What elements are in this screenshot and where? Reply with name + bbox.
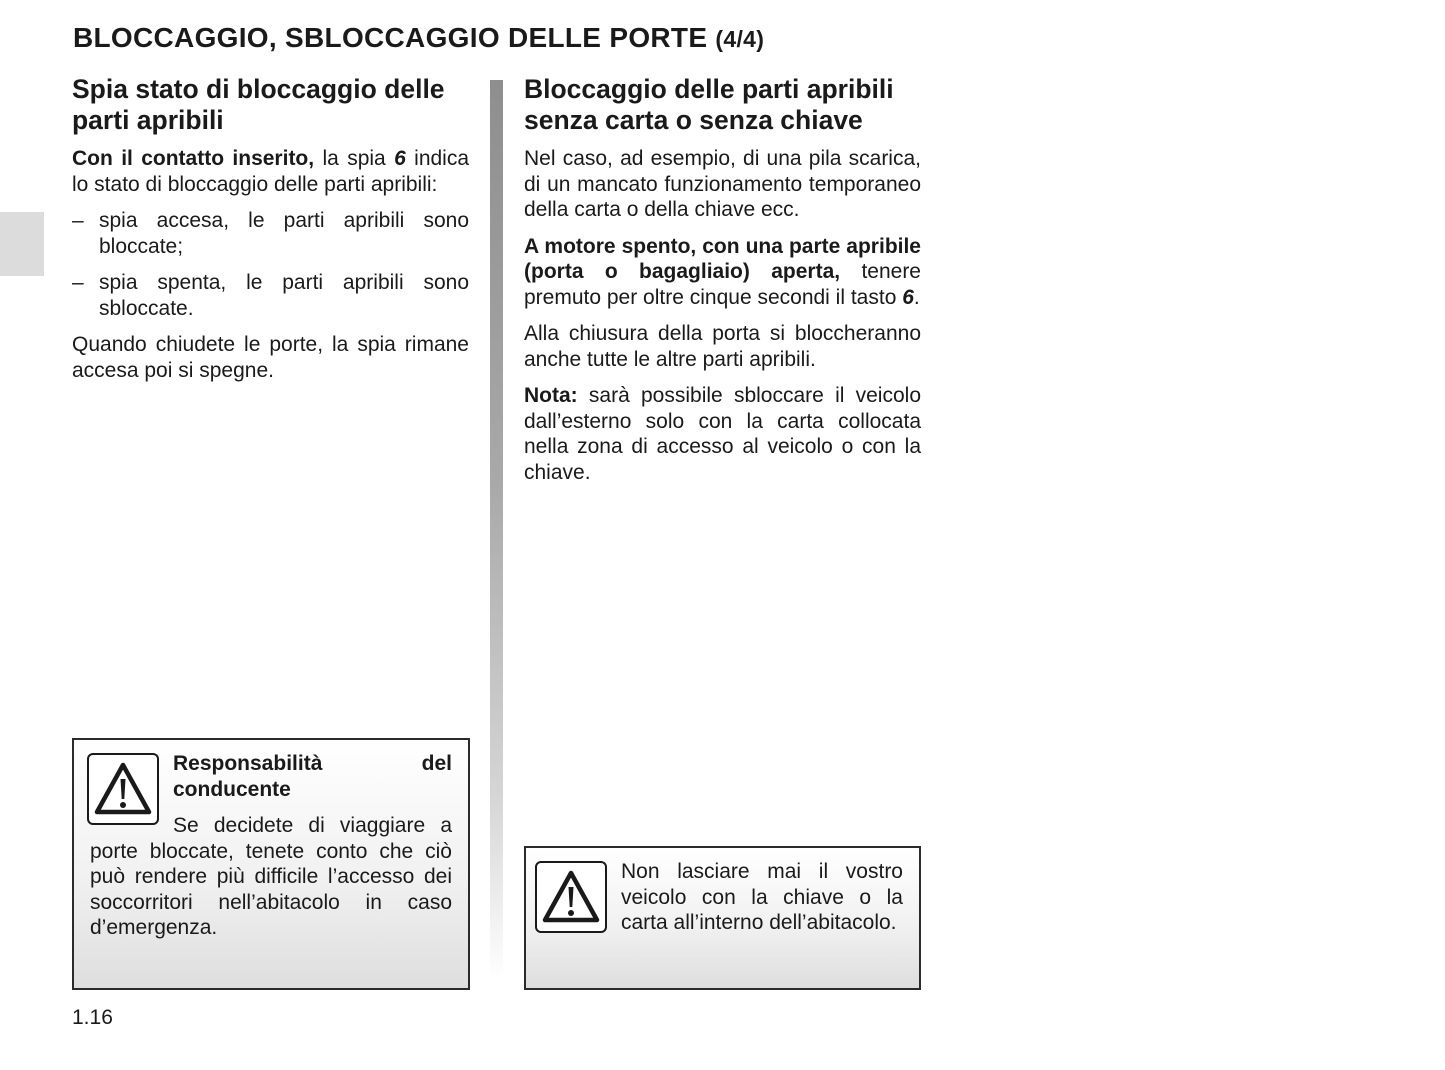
list-item (72, 208, 469, 259)
page-title (73, 22, 973, 54)
list-item-dash: – (72, 209, 84, 232)
left-intro-text-1: la spia (314, 147, 395, 170)
section-tab-marker (0, 212, 44, 276)
column-divider (490, 80, 503, 980)
warning-triangle-icon (87, 753, 159, 825)
left-heading: Spia stato di bloccaggio delle parti apribili (72, 74, 445, 135)
key-card-warning-box (524, 846, 921, 990)
warning-text: Se decidete di viaggiare a porte bloccate, tenete conto che ciò può rendere più difficile l’accesso dei soccorritori nell’abitacolo in caso d’emergenza. (90, 814, 452, 939)
list-item-text: spia accesa, le parti apribili sono bloccate; (99, 209, 469, 258)
left-intro-text-2: indica lo stato di bloccaggio delle parti apribili: (72, 147, 470, 196)
warning-triangle-icon (535, 861, 607, 933)
left-intro (72, 146, 469, 197)
page-title-text: BLOCCAGGIO, SBLOCCAGGIO DELLE PORTE (73, 22, 708, 53)
right-note (524, 383, 921, 485)
page-title-suffix: (4/4) (715, 26, 765, 52)
right-p1: Nel caso, ad esempio, di una pila scarica, di un mancato funzionamento temporaneo della carta o della chiave ecc. (524, 147, 921, 221)
left-intro-ref: 6 (394, 147, 406, 170)
page-number: 1.16 (72, 1006, 113, 1029)
right-p2-end: . (913, 285, 920, 309)
left-column (72, 74, 469, 394)
list-item-text: spia spenta, le parti apribili sono sbloccate. (99, 271, 469, 320)
left-closing: Quando chiudete le porte, la spia rimane accesa poi si spegne. (72, 333, 469, 382)
right-p2-text: tenere premuto per oltre cinque secondi il tasto (524, 260, 921, 309)
right-p3: Alla chiusura della porta si bloccheranno anche tutte le altre parti apribili. (524, 322, 921, 371)
right-p2-bold: A motore spento, con una parte apribile (porta o bagagliaio) aperta, (524, 234, 921, 283)
warning-title: Responsabilità del conducente (173, 752, 452, 801)
driver-responsibility-warning-box (72, 738, 470, 990)
warning-text: Non lasciare mai il vostro veicolo con la chiave o la carta all’interno dell’abitacolo. (621, 860, 903, 934)
right-heading: Bloccaggio delle parti apribili senza carta o senza chiave (524, 74, 894, 135)
right-p2-ref: 6 (902, 285, 914, 309)
right-p2 (524, 234, 921, 311)
list-item-dash: – (72, 271, 84, 294)
left-intro-bold: Con il contatto inserito, (72, 147, 315, 170)
note-label: Nota: (524, 384, 578, 407)
list-item (72, 270, 469, 321)
note-text: sarà possibile sbloccare il veicolo dall’esterno solo con la carta collocata nella zona di accesso al veicolo o con la chiave. (524, 384, 921, 484)
right-column (524, 74, 921, 496)
